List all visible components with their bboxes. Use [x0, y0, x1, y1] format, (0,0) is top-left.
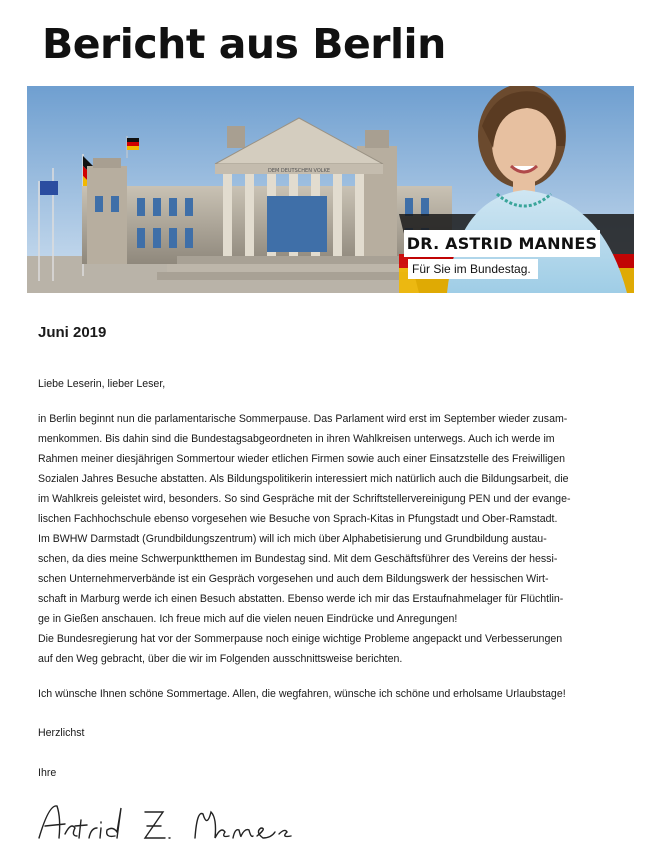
body-line: ge in Gießen anschauen. Ich freue mich auf die vielen neuen Eindrücke und Anregungen!	[38, 613, 458, 625]
reichstag-banner-image	[27, 86, 634, 293]
body-line: lischen Fachhochschule ebenso vorgesehen wie Besuche von Sprach-Kitas in Pfungstadt und Ober-Ramstadt.	[38, 513, 558, 525]
slogan-label: Für Sie im Bundestag.	[408, 259, 538, 279]
body-line: schen, da dies meine Schwerpunktthemen im Bundestag sind. Mit dem Geschäftsführer des Vereins der hessi-	[38, 553, 558, 565]
body-line: Die Bundesregierung hat vor der Sommerpause noch einige wichtige Probleme angepackt und Verbesserungen	[38, 633, 563, 645]
body-line: auf den Weg gebracht, über die wir im Folgenden ausschnittsweise berichten.	[38, 653, 403, 665]
body-line: in Berlin beginnt nun die parlamentarische Sommerpause. Das Parlament wird erst im September wieder zusam-	[38, 413, 568, 425]
body-line: Rahmen meiner diesjährigen Sommertour wieder etlichen Firmen sowie auch einer Einsatzstelle des Freiwilligen	[38, 453, 565, 465]
mp-name-label: DR. ASTRID MANNES	[404, 230, 600, 257]
newsletter-title: Bericht aus Berlin	[42, 20, 446, 68]
body-line: Sozialen Jahres Besuche abstatten. Als Bildungspolitikerin interessiert mich natürlich auch die Bildungsarbeit, die	[38, 473, 569, 485]
closing-text: Herzlichst	[38, 727, 85, 739]
salutation: Liebe Leserin, lieber Leser,	[38, 378, 166, 390]
header-banner	[27, 86, 634, 293]
body-line: Im BWHW Darmstadt (Grundbildungszentrum) will ich mich über Alphabetisierung und Grundbildung austau-	[38, 533, 547, 545]
closing-ihre: Ihre	[38, 767, 57, 779]
issue-date: Juni 2019	[38, 324, 107, 341]
body-line: im Wahlkreis geleistet wird, besonders. So sind Gespräche mit der Schriftstellervereinigung PEN und der evange-	[38, 493, 571, 505]
body-line: schaft in Marburg werde ich einen Besuch abstatten. Ebenso werde ich mir das Erstaufnahmelager für Flüchtlin-	[38, 593, 564, 605]
building-inscription: DEM DEUTSCHEN VOLKE	[267, 168, 331, 174]
closing-wish: Ich wünsche Ihnen schöne Sommertage. Allen, die wegfahren, wünsche ich schöne und erholsame Urlaubstage!	[38, 688, 566, 700]
body-line: schen Unternehmerverbände ist ein Gespräch vorgesehen und auch dem Bildungswerk der hessischen Wirt-	[38, 573, 549, 585]
body-line: menkommen. Bis dahin sind die Bundestagsabgeordneten in ihren Wahlkreisen unterwegs. Auch ich werde im	[38, 433, 555, 445]
handwritten-signature	[35, 798, 295, 855]
letter-body	[38, 409, 628, 669]
